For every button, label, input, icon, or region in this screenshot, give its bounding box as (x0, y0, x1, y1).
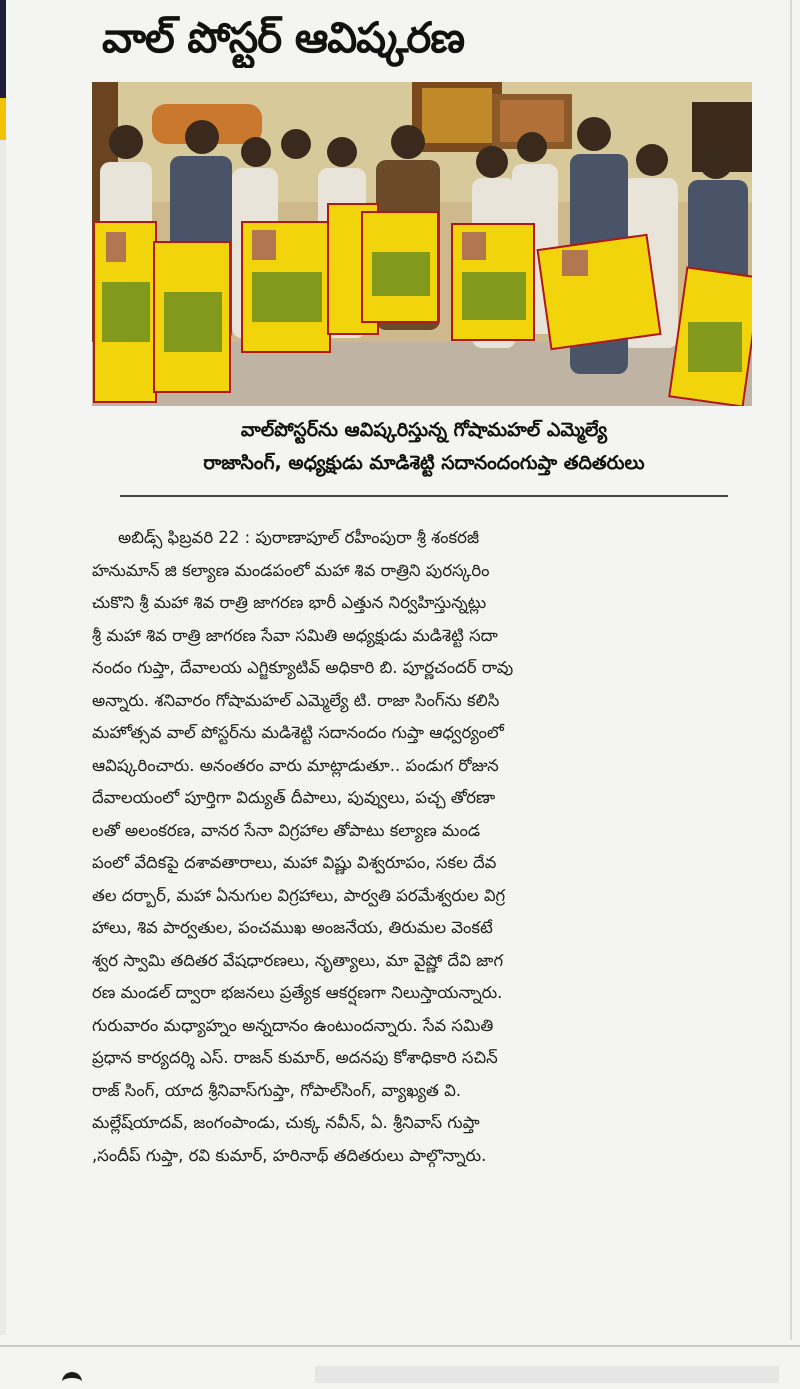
column-divider (790, 0, 792, 1340)
body-line: మహోత్సవ వాల్ పోస్టర్‌ను మడిశెట్టి సదానందం గుప్తా ఆధ్వర్యంలో (92, 723, 504, 742)
photo-caption (88, 414, 760, 480)
body-line: అబిడ్స్ ఫిబ్రవరి 22 : పురాణాపూల్ రహీంపురా శ్రీ శంకరజీ (118, 528, 480, 547)
body-line: మల్లేష్‌యాదవ్, జంగంపాండు, చుక్క నవీన్, ఏ. శ్రీనివాస్ గుప్తా (92, 1113, 480, 1132)
article-headline: వాల్ పోస్టర్ ఆవిష్కరణ (102, 13, 465, 62)
body-line: శ్రీ మహా శివ రాత్రి జాగరణ సేవా సమితి అధ్యక్షుడు మడిశెట్టి సదా (92, 625, 498, 645)
caption-underline (120, 495, 728, 497)
adjacent-column-yellow-tab (0, 98, 6, 140)
body-line: దేవాలయంలో పూర్తిగా విద్యుత్ దీపాలు, పువ్వులు, పచ్చ తోరణా (92, 788, 496, 807)
body-line: రాజ్ సింగ్, యాద శ్రీనివాస్‌గుప్తా, గోపాల్‌సింగ్, వ్యాఖ్యత వి. (92, 1080, 462, 1100)
body-line: లతో అలంకరణ, వానర సేనా విగ్రహాల తోపాటు కల్యాణ మండ (92, 820, 481, 840)
body-line: ప్రధాన కార్యదర్శి ఎస్. రాజన్ కుమార్, అదనపు కోశాధికారి సచిన్ (92, 1048, 498, 1067)
article-body (92, 522, 756, 1172)
news-article (88, 0, 760, 1330)
photo-caption-line-1: వాల్‌పోస్టర్‌ను ఆవిష్కరిస్తున్న గోషామహల్ ఎమ్మెల్యే (240, 419, 608, 441)
body-line: గురువారం మధ్యాహ్నం అన్నదానం ఉంటుందన్నారు. సేవ సమితి (92, 1015, 494, 1035)
body-line: పంలో వేదికపై దశావతారాలు, మహా విష్ణు విశ్వరూపం, సకల దేవ (92, 853, 497, 872)
body-line: హనుమాన్ జి కల్యాణ మండపంలో మహా శివ రాత్రిని పురస్కరిం (92, 560, 490, 580)
photo-caption-line-2: రాజాసింగ్, అధ్యక్షుడు మాడిశెట్టి సదానందంగుప్తా తదితరులు (203, 452, 645, 474)
adjacent-column-edge (0, 0, 6, 1335)
page-bottom-divider (0, 1345, 800, 1347)
body-line: హాలు, శివ పార్వతుల, పంచముఖ అంజనేయ, తిరుమల వెంకటే (92, 918, 493, 937)
body-line: ఆవిష్కరించారు. అనంతరం వారు మాట్లాడుతూ.. పండుగ రోజున (92, 755, 499, 775)
next-article-fragment-mark (62, 1372, 82, 1389)
article-photo (92, 82, 752, 406)
body-line: శ్వర స్వామి తదితర వేషధారణలు, నృత్యాలు, మా వైష్ణో దేవి జాగ (92, 950, 504, 970)
body-line: తల దర్బార్, మహా ఏనుగుల విగ్రహాలు, పార్వతి పరమేశ్వరుల విగ్ర (92, 885, 506, 905)
group-photo-wall-poster-release-icon (92, 82, 752, 406)
body-line: ,సందీప్ గుప్తా, రవి కుమార్, హరినాథ్ తదితరులు పాల్గొన్నారు. (92, 1145, 487, 1165)
body-line: రణ మండల్ ద్వారా భజనలు ప్రత్యేక ఆకర్షణగా నిలుస్తాయన్నారు. (92, 983, 503, 1002)
body-line: నందం గుప్తా, దేవాలయ ఎగ్జిక్యూటివ్ అధికారి బి. పూర్ణచందర్ రావు (92, 658, 514, 677)
adjacent-column-dark-tab (0, 0, 6, 98)
body-line: అన్నారు. శనివారం గోషామహల్ ఎమ్మెల్యే టి. రాజా సింగ్‌ను కలిసి (92, 690, 500, 710)
body-line: చుకొని శ్రీ మహా శివ రాత్రి జాగరణ భారీ ఎత్తున నిర్వహిస్తున్నట్లు (92, 593, 487, 612)
next-article-fragment-box (315, 1366, 779, 1383)
